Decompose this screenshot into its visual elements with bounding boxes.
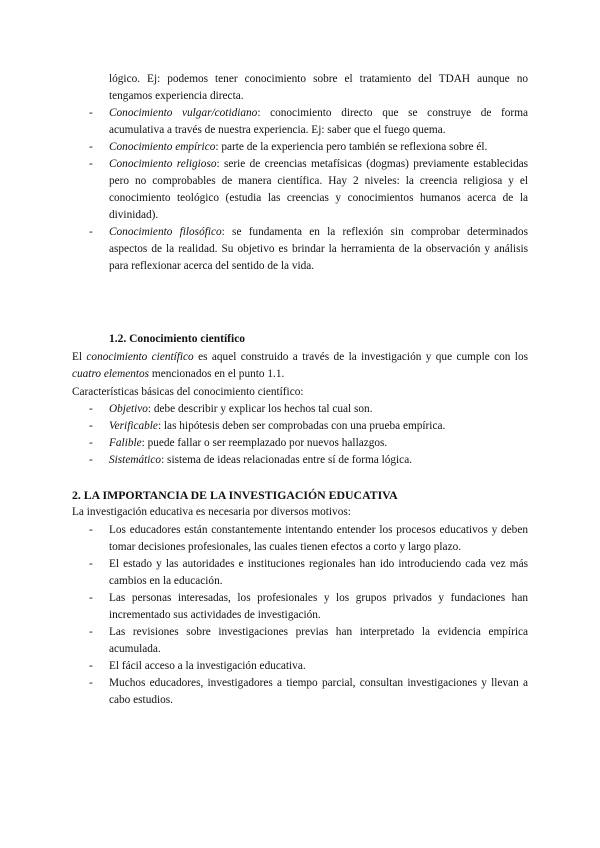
term-label: Conocimiento religioso (109, 158, 217, 170)
list-item (89, 435, 528, 452)
term-label: Falible (109, 437, 142, 449)
list-item (89, 156, 528, 224)
term-description: : serie de creencias metafísicas (dogmas) previamente establecidas pero no comprobables de manera científica. Hay 2 niveles: la creencia religiosa y el conocimiento teológico (estudia las creencias y conocimientos humanos acerca de la divinidad). (109, 158, 528, 221)
reason-text: El estado y las autoridades e instituciones regionales han ido introduciendo cada vez más cambios en la educación. (109, 558, 528, 587)
bullet-dash: - (89, 437, 93, 449)
scientific-knowledge-intro: El conocimiento científico es aquel construido a través de la investigación y que cumple con los cuatro elementos mencionados en el punto 1.1. (72, 351, 528, 380)
list-item (89, 401, 528, 418)
list-item (89, 418, 528, 435)
list-item (89, 452, 528, 469)
bullet-dash: - (89, 420, 93, 432)
term-label: Conocimiento empírico (109, 141, 216, 153)
reason-text: El fácil acceso a la investigación educativa. (109, 660, 306, 672)
term-description: : las hipótesis deben ser comprobadas con una prueba empírica. (157, 420, 446, 432)
list-item (89, 590, 528, 624)
term-description: : puede fallar o ser reemplazado por nuevos hallazgos. (141, 437, 388, 449)
term-label: Conocimiento vulgar/cotidiano (109, 107, 258, 119)
research-importance-intro: La investigación educativa es necesaria por diversos motivos: (72, 506, 351, 518)
term-description: : se fundamenta en la reflexión sin comprobar determinados aspectos de la realidad. Su objetivo es brindar la herramienta de la observación y análisis para reflexionar acerca del sentido de la vida. (109, 226, 528, 272)
term-description: : sistema de ideas relacionadas entre sí de forma lógica. (161, 454, 413, 466)
term-label: Verificable (109, 420, 158, 432)
bullet-dash: - (89, 158, 93, 170)
bullet-dash: - (89, 454, 93, 466)
term-label: conocimiento científico (86, 351, 194, 363)
reason-text: Muchos educadores, investigadores a tiempo parcial, consultan investigaciones y llevan a cabo estudios. (109, 677, 528, 706)
bullet-dash: - (89, 141, 93, 153)
list-item (89, 139, 528, 156)
bullet-dash: - (89, 107, 93, 119)
term-label: Conocimiento filosófico (109, 226, 222, 238)
list-item (89, 522, 528, 556)
list-item (89, 224, 528, 275)
bullet-dash: - (89, 524, 93, 536)
list-item (89, 658, 528, 675)
reason-text: Las revisiones sobre investigaciones previas han interpretado la evidencia empírica acumulada. (109, 626, 528, 655)
bullet-dash: - (89, 626, 93, 638)
list-item (89, 675, 528, 709)
bullet-dash: - (89, 226, 93, 238)
reason-text: Las personas interesadas, los profesionales y los grupos privados y fundaciones han incrementado sus actividades de investigación. (109, 592, 528, 621)
term-description: : debe describir y explicar los hechos tal cual son. (147, 403, 373, 415)
term-description: : conocimiento directo que se construye de forma acumulativa a través de nuestra experiencia. Ej: saber que el fuego quema. (109, 107, 528, 136)
list-item (89, 105, 528, 139)
bullet-dash: - (89, 403, 93, 415)
bullet-dash: - (89, 677, 93, 689)
bullet-dash: - (89, 558, 93, 570)
reason-text: Los educadores están constantemente intentando entender los procesos educativos y deben tomar decisiones profesionales, las cuales tienen efectos a corto y largo plazo. (109, 524, 528, 553)
section-heading-2: 2. LA IMPORTANCIA DE LA INVESTIGACIÓN EDUCATIVA (72, 488, 398, 502)
term-description: : parte de la experiencia pero también se reflexiona sobre él. (215, 141, 488, 153)
bullet-dash: - (89, 660, 93, 672)
knowledge-types-list (89, 105, 528, 275)
term-label: Objetivo (109, 403, 148, 415)
characteristics-list (89, 401, 528, 469)
reasons-list (89, 522, 528, 709)
section-heading-1-2: 1.2. Conocimiento científico (109, 333, 246, 345)
term-label: cuatro elementos (72, 368, 150, 380)
bullet-dash: - (89, 592, 93, 604)
continuation-text: lógico. Ej: podemos tener conocimiento sobre el tratamiento del TDAH aunque no tengamos experiencia directa. (109, 73, 528, 102)
list-item (89, 624, 528, 658)
list-item (89, 556, 528, 590)
term-label: Sistemático (109, 454, 162, 466)
characteristics-intro: Características básicas del conocimiento científico: (72, 386, 304, 398)
